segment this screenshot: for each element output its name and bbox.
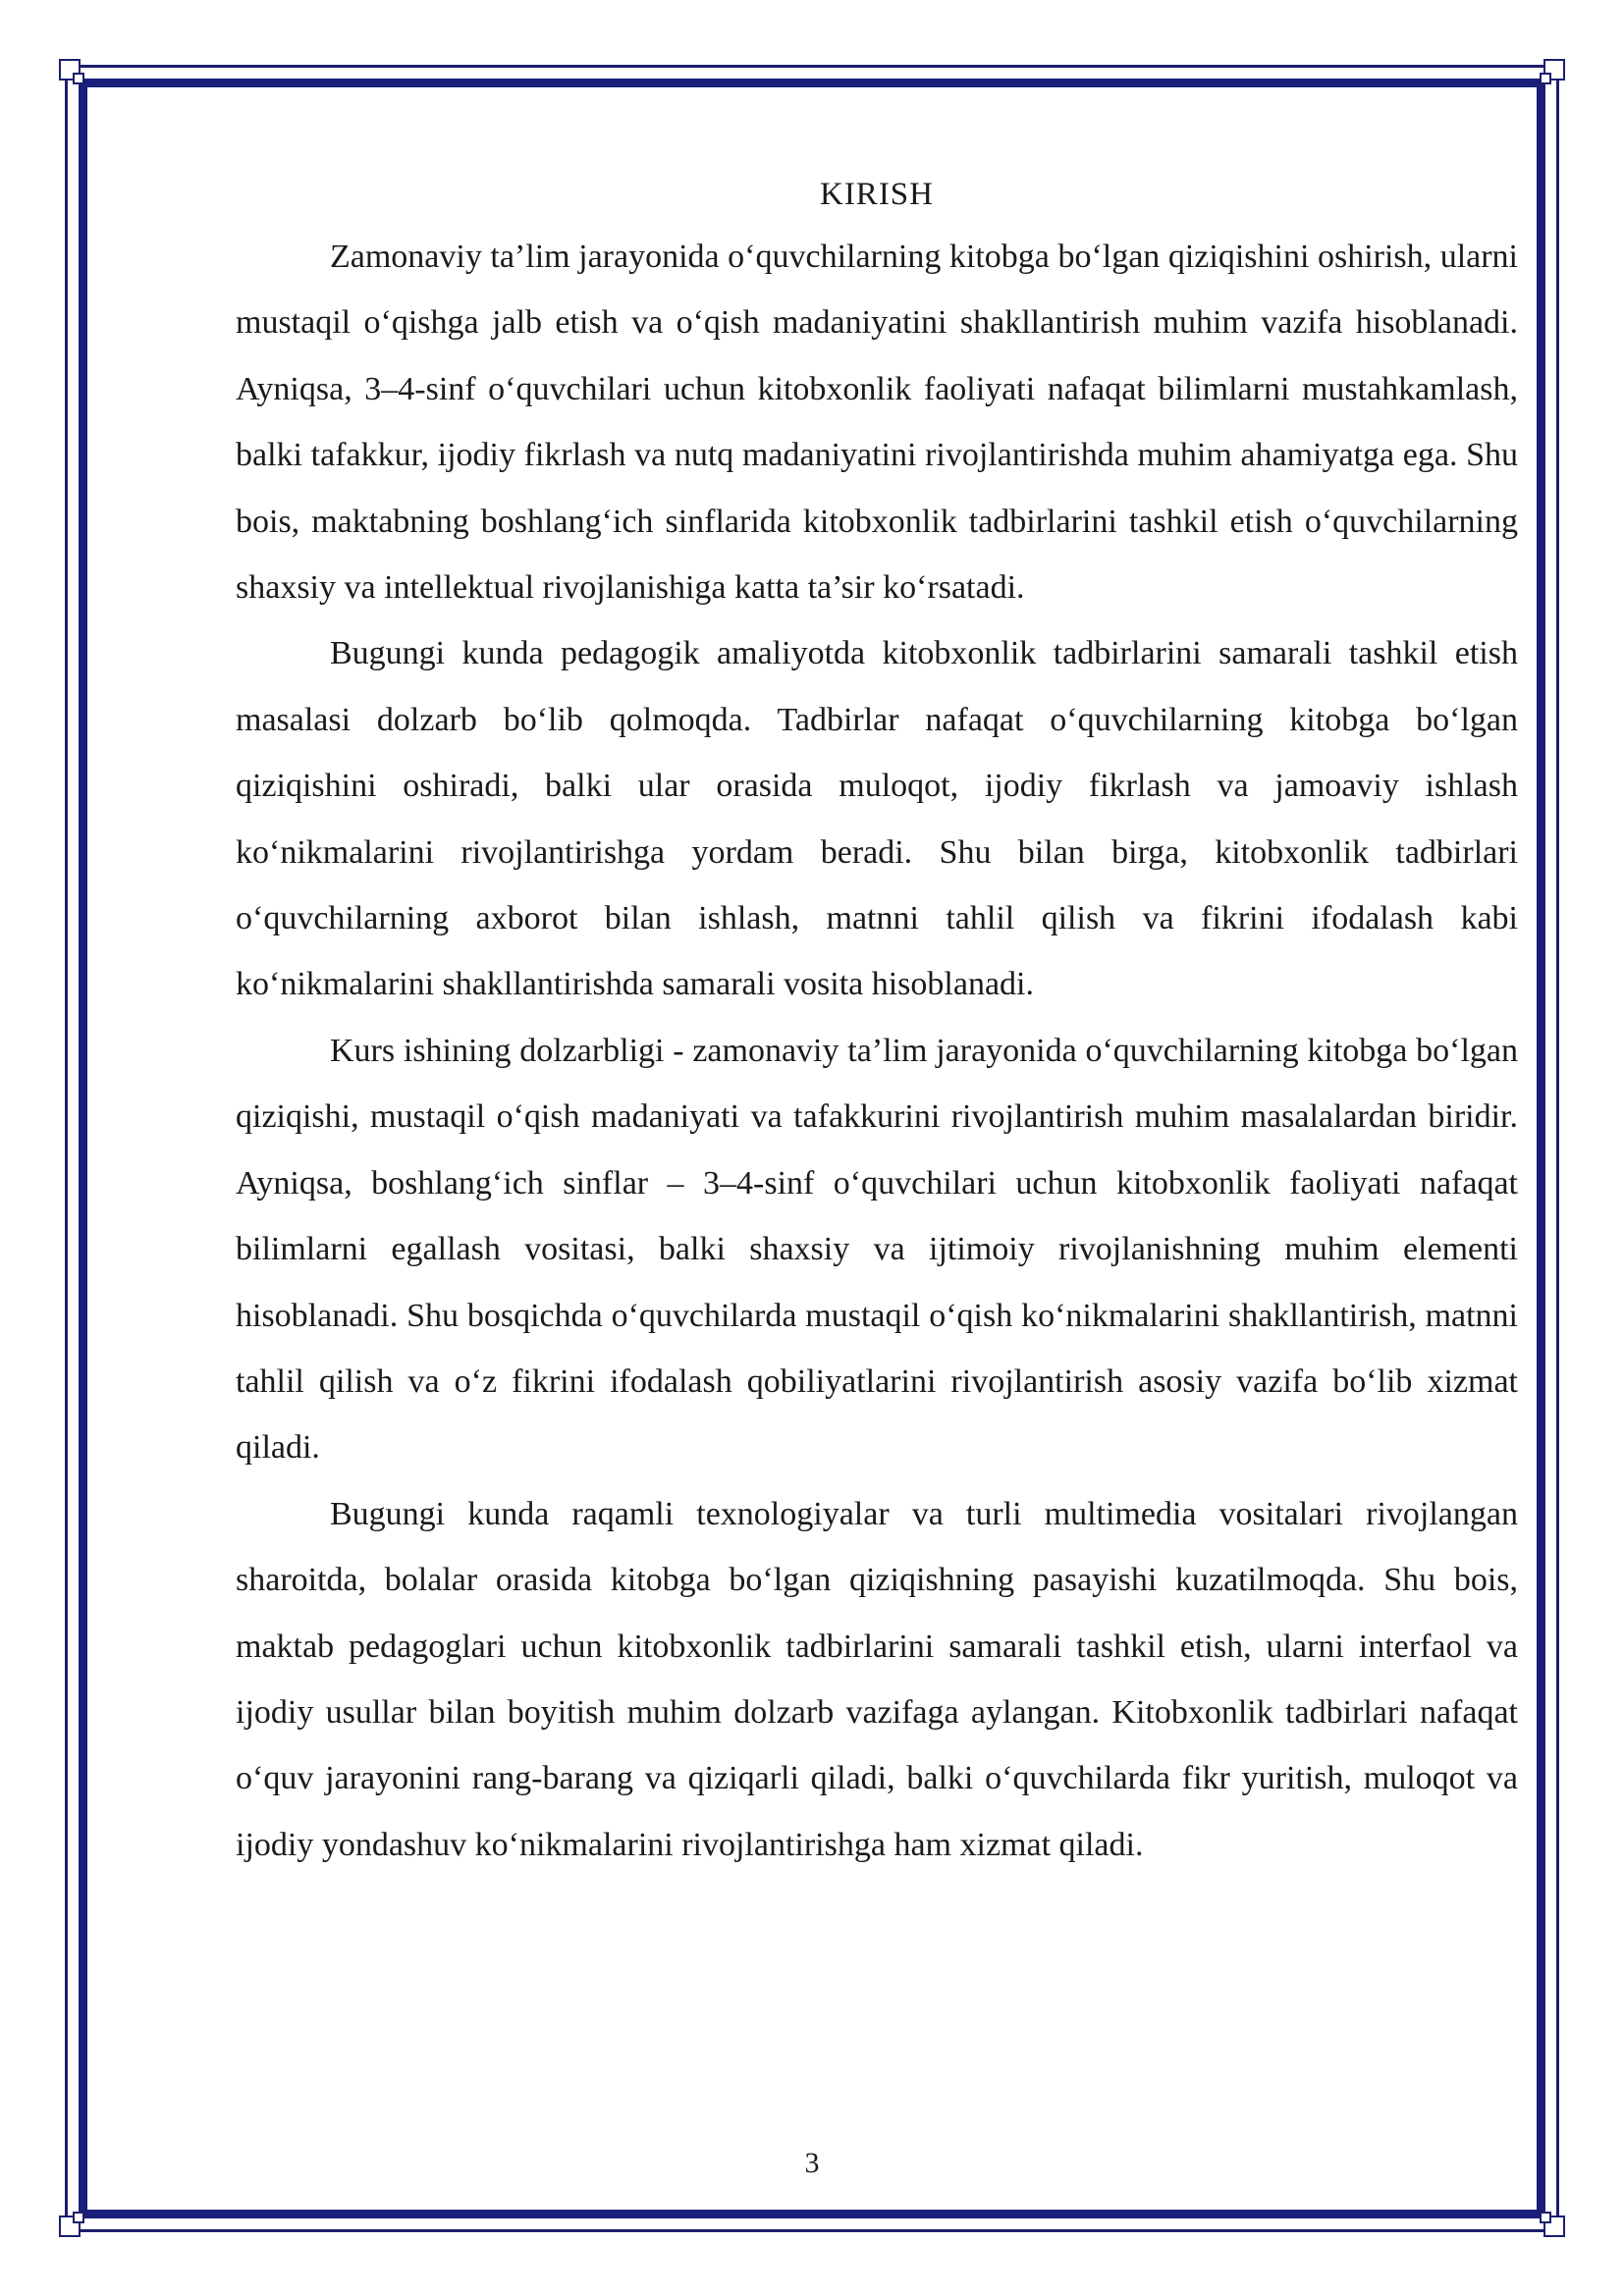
page-content (236, 173, 1518, 1878)
corner-ornament-top-right (1530, 59, 1565, 94)
paragraph-3: Kurs ishining dolzarbligi - zamonaviy ta’lim jarayonida o‘quvchilarning kitobga bo‘lgan qiziqishi, mustaqil o‘qish madaniyati va tafakkurini rivojlantirish muhim masalalardan biridir. Ayniqsa, boshlang‘ich sinflar – 3–4-sinf o‘quvchilari uchun kitobxonlik faoliyati nafaqat bilimlarni egallash vositasi, balki shaxsiy va ijtimoiy rivojlanishning muhim elementi hisoblanadi. Shu bosqichda o‘quvchilarda mustaqil o‘qish ko‘nikmalarini shakllantirish, matnni tahlil qilish va o‘z fikrini ifodalash qobiliyatlarini rivojlantirish asosiy vazifa bo‘lib xizmat qiladi. (236, 1032, 1518, 1467)
paragraph-4: Bugungi kunda raqamli texnologiyalar va turli multimedia vositalari rivojlangan sharoitda, bolalar orasida kitobga bo‘lgan qiziqishning pasayishi kuzatilmoqda. Shu bois, maktab pedagoglari uchun kitobxonlik tadbirlarini samarali tashkil etish, ularni interfaol va ijodiy usullar bilan boyitish muhim dolzarb vazifaga aylangan. Kitobxonlik tadbirlari nafaqat o‘quv jarayonini rang-barang va qiziqarli qiladi, balki o‘quvchilarda fikr yuritish, muloqot va ijodiy yondashuv ko‘nikmalarini rivojlantirishga ham xizmat qiladi. (236, 1495, 1518, 1863)
paragraph-2: Bugungi kunda pedagogik amaliyotda kitobxonlik tadbirlarini samarali tashkil etish masalasi dolzarb bo‘lib qolmoqda. Tadbirlar nafaqat o‘quvchilarning kitobga bo‘lgan qiziqishini oshiradi, balki ular orasida muloqot, ijodiy fikrlash va jamoaviy ishlash ko‘nikmalarini rivojlantirishga yordam beradi. Shu bilan birga, kitobxonlik tadbirlari o‘quvchilarning axborot bilan ishlash, matnni tahlil qilish va fikrini ifodalash kabi ko‘nikmalarini shakllantirishda samarali vosita hisoblanadi. (236, 635, 1518, 1003)
corner-ornament-bottom-right (1530, 2202, 1565, 2237)
corner-ornament-top-left (59, 59, 94, 94)
page-title: KIRISH (819, 177, 934, 212)
page-number: 3 (804, 2147, 820, 2179)
corner-ornament-bottom-left (59, 2202, 94, 2237)
paragraph-1: Zamonaviy ta’lim jarayonida o‘quvchilarning kitobga bo‘lgan qiziqishini oshirish, ularni mustaqil o‘qishga jalb etish va o‘qish madaniyatini shakllantirish muhim vazifa hisoblanadi. Ayniqsa, 3–4-sinf o‘quvchilari uchun kitobxonlik faoliyati nafaqat bilimlarni mustahkamlash, balki tafakkur, ijodiy fikrlash va nutq madaniyatini rivojlantirishda muhim ahamiyatga ega. Shu bois, maktabning boshlang‘ich sinflarida kitobxonlik tadbirlarini tashkil etish o‘quvchilarning shaxsiy va intellektual rivojlanishiga katta ta’sir ko‘rsatadi. (236, 239, 1518, 607)
